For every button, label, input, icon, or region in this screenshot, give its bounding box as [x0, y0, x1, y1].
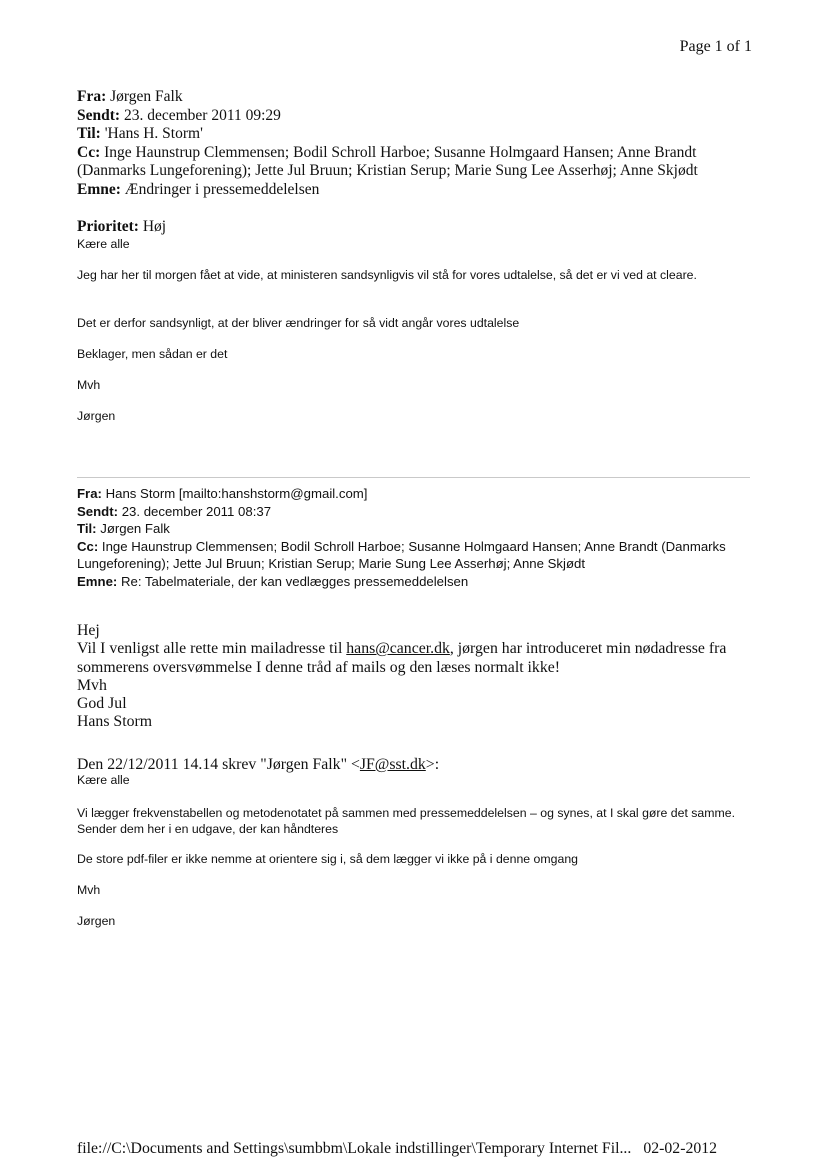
to-value: Jørgen Falk	[100, 521, 170, 536]
sent-row: Sendt: 23. december 2011 08:37	[77, 503, 272, 519]
message1-body-line: Mvh	[77, 378, 101, 392]
subject-row: Emne: Re: Tabelmateriale, der kan vedlægges pressemeddelelsen	[77, 573, 469, 589]
sent-value: 23. december 2011 08:37	[121, 503, 272, 519]
email-link[interactable]: hans@cancer.dk	[346, 640, 450, 658]
quoted-body-line: De store pdf-filer er ikke nemme at orientere sig i, så dem lægger vi ikke på i denne omgang	[77, 852, 578, 866]
from-row: Fra: Jørgen Falk	[77, 88, 183, 105]
from-value: Jørgen Falk	[110, 88, 183, 105]
cc-row: Cc: Inge Haunstrup Clemmensen; Bodil Schroll Harboe; Susanne Holmgaard Hansen; Anne Brandt (Danmarks Lungeforening); Jette Jul Bruun; Kristian Serup; Marie Sung Lee Asserhøj; Anne Skjødt	[77, 143, 698, 179]
to-row: Til: 'Hans H. Storm'	[77, 125, 203, 142]
sent-value: 23. december 2011 09:29	[123, 106, 281, 124]
message1-header	[77, 88, 767, 199]
priority-row: Prioritet: Høj	[77, 218, 167, 235]
quoted-body-line: Kære alle	[77, 773, 130, 787]
cc-value: Inge Haunstrup Clemmensen; Bodil Schroll Harboe; Susanne Holmgaard Hansen; Anne Brandt (Danmarks Lungeforening); Jette Jul Bruun; Kristian Serup; Marie Sung Lee Asserhøj; Anne Skjødt	[77, 143, 698, 179]
email-link[interactable]: JF@sst.dk	[359, 756, 426, 773]
quoted-body-line: Mvh	[77, 883, 101, 897]
print-date: 02-02-2012	[643, 1140, 718, 1157]
footer	[77, 1140, 717, 1158]
quoted-body-line: Vi lægger frekvenstabellen og metodenotatet på sammen med pressemeddelelsen – og synes, at I skal gøre det samme. Sender dem her i en udgave, der kan håndteres	[77, 806, 736, 836]
sent-row: Sendt: 23. december 2011 09:29	[77, 106, 281, 124]
to-value: 'Hans H. Storm'	[104, 125, 203, 142]
priority-value: Høj	[142, 218, 167, 235]
message2-body	[77, 622, 767, 732]
cc-row: Cc: Inge Haunstrup Clemmensen; Bodil Schroll Harboe; Susanne Holmgaard Hansen; Anne Brandt (Danmarks Lungeforening); Jette Jul Bruun; Kristian Serup; Marie Sung Lee Asserhøj; Anne Skjødt	[77, 538, 726, 571]
closing-line: Hans Storm	[77, 713, 153, 731]
message2-header	[77, 485, 757, 590]
subject-value: Re: Tabelmateriale, der kan vedlægges pressemeddelelsen	[120, 573, 469, 589]
closing-line: Mvh	[77, 676, 107, 694]
message2-paragraph: Vil I venligst alle rette min mailadresse til hans@cancer.dk, jørgen har introduceret min nødadresse fra sommerens oversvømmelse I denne tråd af mails og den læses normalt ikke!	[77, 640, 727, 676]
greeting: Hej	[77, 622, 100, 639]
from-value: Hans Storm [mailto:hanshstorm@gmail.com]	[105, 486, 368, 501]
message1-body-line: Jeg har her til morgen fået at vide, at ministeren sandsynligvis vil stå for vores udtalelse, så det er vi ved at cleare.	[77, 268, 697, 282]
to-row: Til: Jørgen Falk	[77, 521, 170, 536]
quoted-intro: Den 22/12/2011 14.14 skrev "Jørgen Falk" <JF@sst.dk>:	[77, 756, 440, 773]
message1-body-line: Kære alle	[77, 237, 130, 251]
from-row: Fra: Hans Storm [mailto:hanshstorm@gmail.com]	[77, 486, 368, 501]
message1-body-line: Det er derfor sandsynligt, at der bliver ændringer for så vidt angår vores udtalelse	[77, 316, 520, 330]
closing-line: God Jul	[77, 695, 127, 713]
page-number: Page 1 of 1	[679, 38, 752, 55]
message1-signature: Jørgen	[77, 409, 116, 423]
subject-row: Emne: Ændringer i pressemeddelelsen	[77, 180, 320, 198]
quoted-signature: Jørgen	[77, 914, 116, 928]
subject-value: Ændringer i pressemeddelelsen	[124, 180, 320, 198]
separator-line	[77, 477, 750, 478]
cc-value: Inge Haunstrup Clemmensen; Bodil Schroll Harboe; Susanne Holmgaard Hansen; Anne Brandt (Danmarks Lungeforening); Jette Jul Bruun; Kristian Serup; Marie Sung Lee Asserhøj; Anne Skjødt	[77, 538, 726, 571]
file-path: file://C:\Documents and Settings\sumbbm\Lokale indstillinger\Temporary Internet Fil...	[77, 1140, 632, 1157]
message1-body-line: Beklager, men sådan er det	[77, 347, 228, 361]
